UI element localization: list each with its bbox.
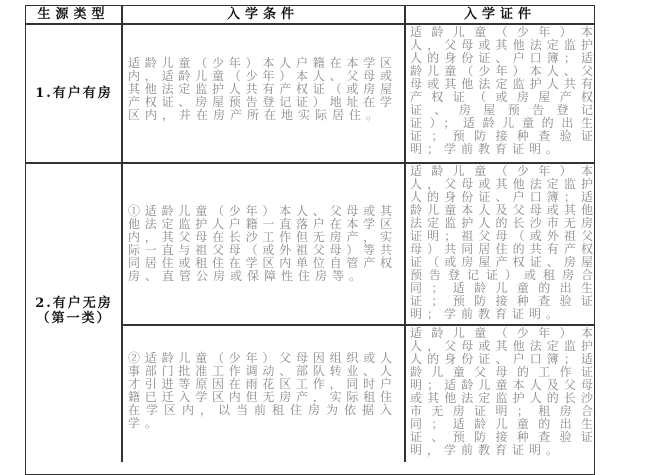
text-line: 明，学前教育证明。 (410, 443, 564, 457)
text-line: 才引进等原因在雨花区工作，同时户 (128, 377, 392, 391)
text-line: 证、房屋预告登记 (410, 103, 593, 117)
text-line: 证、预防接种查验证 (410, 430, 593, 444)
text-line: 产权证（或房屋产权 (410, 90, 593, 104)
text-line: 人的身份证、户口簿；适 (410, 51, 593, 65)
text-line: 市无房证明；租房合 (410, 404, 593, 418)
category-line: （第一类） (36, 311, 112, 326)
text-line: 适龄儿童（少年）本 (410, 164, 593, 178)
text-line: 人，父母或其他法定监护 (410, 38, 593, 52)
text-line: 同；适龄儿童的出生 (410, 417, 593, 431)
documents-text (410, 26, 593, 156)
text-line: 龄儿童本人及父母或其他 (410, 203, 593, 217)
header-conditions: 入学条件 (226, 7, 299, 22)
text-line: 证明；祖父母（或外祖父 (410, 229, 593, 243)
text-line: 法定监护人的长沙市无房 (410, 216, 593, 230)
text-line: 人，父母或其他法定监护 (410, 177, 593, 191)
category-label (26, 296, 122, 326)
condition-text (128, 57, 392, 122)
text-line: 证；预防接种查验证 (410, 294, 593, 308)
category-line: 2.有户无房 (35, 296, 113, 311)
text-line: 内，适龄儿童（少年）本人、父母或 (128, 69, 392, 83)
text-line: 籍已迁入学区内但无房产，实际租住 (128, 390, 392, 404)
text-line: ②适龄儿童（少年）父母因组织或人 (128, 351, 392, 365)
text-line: 房、直管公房或保障性住房等。 (128, 269, 367, 283)
category-label (26, 86, 122, 101)
text-line: 母）共同居住的共有产权 (410, 242, 593, 256)
text-line: 在学区内，以当前租住房为依据入 (128, 403, 392, 417)
text-line: 明；学前教育证明。 (410, 307, 564, 321)
text-line: 学。 (128, 416, 163, 430)
text-line: 适龄儿童（少年）本 (410, 326, 593, 340)
text-line: 人的身份证、户口簿；适 (410, 352, 593, 366)
text-line: 同居住或租住在学区内单位自管产权 (128, 256, 392, 270)
documents-text (410, 327, 593, 457)
header-source-type: 生源类型 (37, 7, 110, 22)
text-line: 证（或房屋产权证、房屋 (410, 255, 593, 269)
text-line: 明；学前教育证明。 (410, 142, 564, 156)
condition-text (128, 352, 392, 430)
text-line: 其他法定监护人共有产权证（或房屋 (128, 82, 392, 96)
text-line: 内，其父母在长沙工作但无房产，实 (128, 230, 392, 244)
text-line: 事部门批准工作调动、部队转业、人 (128, 364, 392, 378)
text-line: 母或其他法定监护人共有 (410, 77, 593, 91)
text-line: 龄儿童（少年）本人、父 (410, 64, 593, 78)
header-documents: 入学证件 (463, 7, 536, 22)
text-line: 产权证、房屋预告登记证）地址在学 (128, 95, 392, 109)
text-line: 区内，并在房产所在地实际居住。 (128, 108, 384, 122)
text-line: 预告登记证）或租房合 (410, 268, 593, 282)
category-line: 1.有户有房 (35, 86, 113, 101)
text-line: 龄儿童父母的工作证 (410, 365, 593, 379)
text-line: 人，父母或其他法定监护 (410, 339, 593, 353)
text-line: ①适龄儿童（少年）本人、父母或其 (128, 204, 392, 218)
text-line: 或其他法定监护人的长沙 (410, 391, 593, 405)
text-line: 证）；适龄儿童的出生 (410, 116, 593, 130)
condition-text (128, 205, 392, 283)
documents-text (410, 165, 593, 321)
text-line: 适龄儿童（少年）本人户籍在本学区 (128, 56, 392, 70)
text-line: 明；适龄儿童本人及父母 (410, 378, 593, 392)
text-line: 同；适龄儿童的出生 (410, 281, 593, 295)
text-line: 他法定监护人户籍一直落户在本学区 (128, 217, 392, 231)
text-line: 人的身份证、户口簿；适 (410, 190, 593, 204)
text-line: 证；预防接种查验证 (410, 129, 593, 143)
text-line: 适龄儿童（少年）本 (410, 25, 593, 39)
column-divider (121, 5, 123, 462)
column-divider (404, 5, 406, 462)
text-line: 际一直与祖父母（或外祖父母）等共 (128, 243, 392, 257)
